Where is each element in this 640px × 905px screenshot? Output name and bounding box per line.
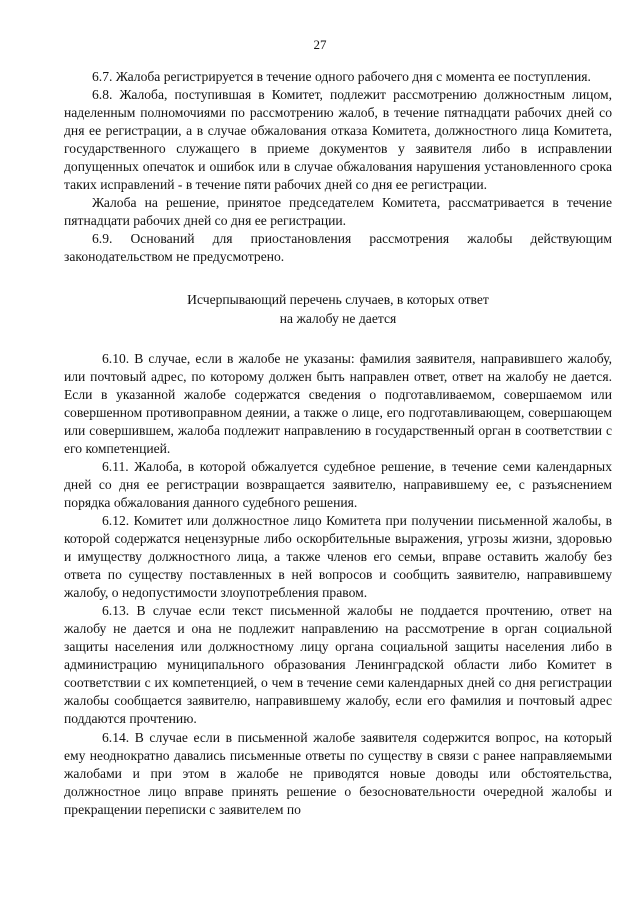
paragraph-6-7: 6.7. Жалоба регистрируется в течение одного рабочего дня с момента ее поступления. — [92, 69, 591, 84]
paragraph-6-11: 6.11. Жалоба, в которой обжалуется судебное решение, в течение семи календарных дней со дня ее регистрации возвращается заявителю, направившему ее, с разъяснением порядка обжалования данного судебного решения. — [64, 458, 612, 510]
section-heading — [64, 290, 612, 328]
paragraph-6-12: 6.12. Комитет или должностное лицо Комитета при получении письменной жалобы, в которой содержатся нецензурные либо оскорбительные выражения, угрозы жизни, здоровью и имуществу должностного лица, а также членов его семьи, вправе оставить жалобу без ответа по существу поставленных в ней вопросов и сообщить заявителю, направившему жалобу, о недопустимости злоупотребления правом. — [64, 512, 612, 601]
paragraph-6-13: 6.13. В случае если текст письменной жалобы не поддается прочтению, ответ на жалобу не дается и она не подлежит направлению на рассмотрение в орган социальной защиты населения или должностному лицу органа социальной защиты населения либо в администрацию муниципального образования Ленинградской области либо Комитет в соответствии с их компетенцией, о чем в течение семи календарных дней со дня регистрации жалобы сообщается заявителю, направившему жалобу, если его фамилия и почтовый адрес поддаются прочтению. — [64, 603, 612, 727]
page-number: 27 — [313, 37, 327, 52]
paragraph-6-8: 6.8. Жалоба, поступившая в Комитет, подлежит рассмотрению должностным лицом, наделенным полномочиями по рассмотрению жалоб, в течение пятнадцати рабочих дней со дня ее регистрации, а в случае обжалования отказа Комитета, должностного лица Комитета, государственного служащего в приеме документов у заявителя либо в исправлении допущенных опечаток и ошибок или в случае обжалования нарушения установленного срока таких исправлений - в течение пяти рабочих дней со дня ее регистрации. — [64, 87, 612, 193]
document-body — [64, 68, 612, 819]
section-heading-line-2: на жалобу не дается — [279, 310, 397, 326]
paragraph-6-8-appeal-chairman: Жалоба на решение, принятое председателем Комитета, рассматривается в течение пятнадцати рабочих дней со дня ее регистрации. — [64, 195, 612, 229]
paragraph-6-9: 6.9. Оснований для приостановления рассмотрения жалобы действующим законодательством не предусмотрено. — [64, 231, 612, 265]
section-heading-line-1: Исчерпывающий перечень случаев, в которых ответ — [187, 291, 489, 307]
paragraph-6-14: 6.14. В случае если в письменной жалобе заявителя содержится вопрос, на который ему неоднократно давались письменные ответы по существу в связи с ранее направляемыми жалобами и при этом в жалобе не приводятся новые доводы или обстоятельства, должностное лицо вправе принять решение о безосновательности очередной жалобы и прекращении переписки с заявителем по — [64, 729, 612, 817]
paragraph-6-10: 6.10. В случае, если в жалобе не указаны: фамилия заявителя, направившего жалобу, или почтовый адрес, по которому должен быть направлен ответ, ответ на жалобу не дается. Если в указанной жалобе содержатся сведения о подготавливаемом, совершаемом или совершенном противоправном деянии, а также о лице, его подготавливающем, совершающем или совершившем, жалоба подлежит направлению в государственный орган в соответствии с его компетенцией. — [64, 350, 612, 456]
